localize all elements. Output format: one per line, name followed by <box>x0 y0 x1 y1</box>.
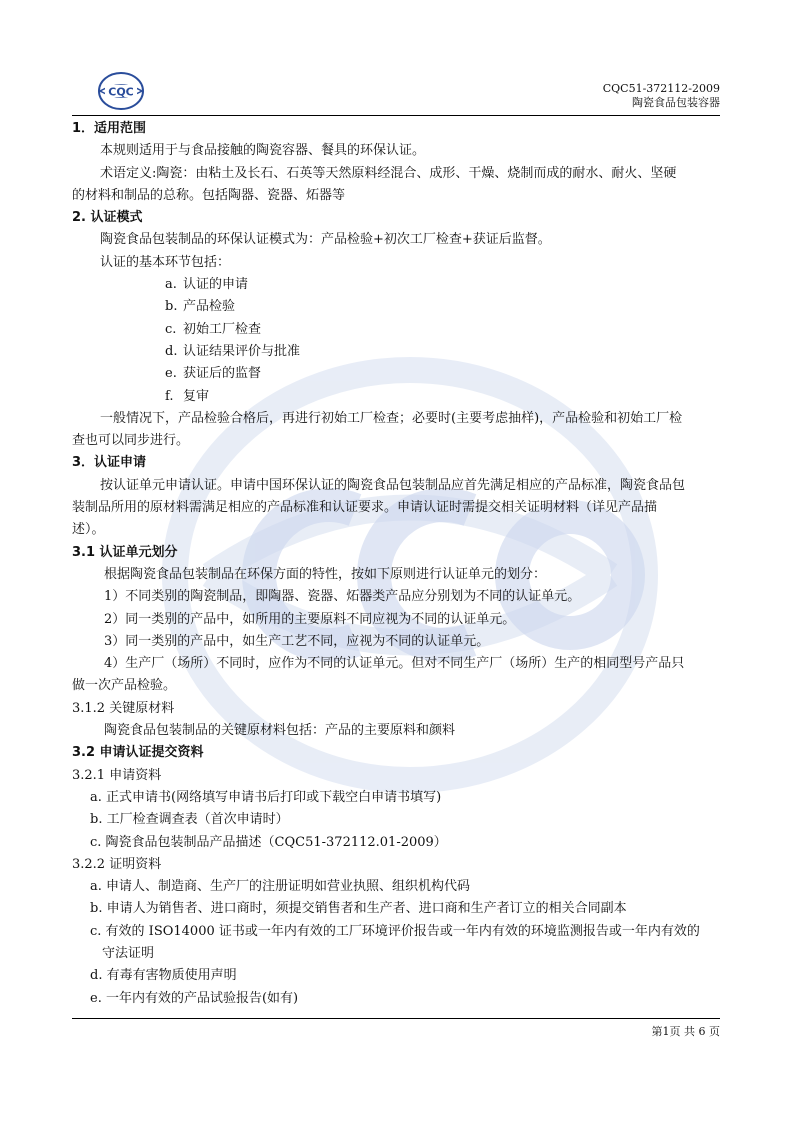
document-body <box>72 118 720 1010</box>
list-item: b. 产品检验 <box>165 299 236 315</box>
paragraph: 认证的基本环节包括： <box>100 254 231 270</box>
paragraph: 的材料和制品的总称。包括陶器、瓷器、炻器等 <box>72 187 346 203</box>
list-item: c. 有效的 ISO14000 证书或一年内有效的工厂环境评价报告或一年内有效的环境监测报告或一年内有效的 <box>90 923 700 939</box>
paragraph: 一般情况下，产品检验合格后，再进行初始工厂检查；必要时(主要考虑抽样)，产品检验和初始工厂检 <box>100 410 683 426</box>
paragraph: 做一次产品检验。 <box>72 678 177 694</box>
paragraph: 陶瓷食品包装制品的关键原材料包括：产品的主要原料和颜料 <box>104 723 456 739</box>
list-item: 2）同一类别的产品中，如所用的主要原料不同应视为不同的认证单元。 <box>104 611 516 627</box>
list-item: c. 陶瓷食品包装制品产品描述（CQC51-372112.01-2009） <box>90 834 447 850</box>
list-item: d. 有毒有害物质使用声明 <box>90 968 237 984</box>
paragraph: 术语定义:陶瓷：由粘土及长石、石英等天然原料经混合、成形、干燥、烧制而成的耐水、耐火、坚硬 <box>100 165 677 181</box>
list-item: b. 工厂检查调查表（首次申请时） <box>90 812 289 828</box>
section-3-2-heading: 3.2 申请认证提交资料 <box>72 745 204 761</box>
document-number: CQC51-372112-2009 <box>602 82 720 95</box>
page-footer <box>72 1018 720 1039</box>
document-code <box>603 82 720 110</box>
list-item: 4）生产厂（场所）不同时，应作为不同的认证单元。但对不同生产厂（场所）生产的相同型号产品只 <box>104 656 685 672</box>
paragraph: 查也可以同步进行。 <box>72 433 190 449</box>
section-3-2-1-heading: 3.2.1 申请资料 <box>72 767 162 783</box>
list-item: a. 申请人、制造商、生产厂的注册证明如营业执照、组织机构代码 <box>90 879 471 895</box>
list-item: a. 正式申请书(网络填写申请书后打印或下载空白申请书填写) <box>90 789 442 805</box>
paragraph: 陶瓷食品包装制品的环保认证模式为：产品检验+初次工厂检查+获证后监督。 <box>100 232 551 248</box>
list-item: 1）不同类别的陶瓷制品，即陶器、瓷器、炻器类产品应分别划为不同的认证单元。 <box>104 589 581 605</box>
list-item: b. 申请人为销售者、进口商时，须提交销售者和生产者、进口商和生产者订立的相关合同副本 <box>90 901 627 917</box>
page-header <box>72 68 720 116</box>
paragraph: 装制品所用的原材料需满足相应的产品标准和认证要求。申请认证时需提交相关证明材料（详见产品描 <box>72 500 658 516</box>
paragraph: 根据陶瓷食品包装制品在环保方面的特性，按如下原则进行认证单元的划分： <box>104 566 547 582</box>
list-item: c. 初始工厂检查 <box>165 321 262 337</box>
list-item: e. 一年内有效的产品试验报告(如有) <box>90 990 299 1006</box>
section-1-heading: 1．适用范围 <box>72 121 147 136</box>
list-item-continuation: 守法证明 <box>102 945 155 961</box>
list-item: d. 认证结果评价与批准 <box>165 343 301 359</box>
list-item: 3）同一类别的产品中，如生产工艺不同，应视为不同的认证单元。 <box>104 633 490 649</box>
section-2-heading: 2. 认证模式 <box>72 210 143 226</box>
paragraph: 述）。 <box>72 522 105 538</box>
paragraph: 本规则适用于与食品接触的陶瓷容器、餐具的环保认证。 <box>100 143 426 159</box>
list-item: f. 复审 <box>165 388 210 404</box>
list-item: a. 认证的申请 <box>165 277 249 293</box>
section-3-heading: 3．认证申请 <box>72 455 147 471</box>
section-3-1-heading: 3.1 认证单元划分 <box>72 544 178 560</box>
document-title: 陶瓷食品包装容器 <box>632 96 720 109</box>
section-3-2-2-heading: 3.2.2 证明资料 <box>72 856 162 872</box>
list-item: e. 获证后的监督 <box>165 366 262 382</box>
cqc-logo <box>97 71 145 111</box>
svg-text:CQC: CQC <box>108 85 134 99</box>
section-3-1-2-heading: 3.1.2 关键原材料 <box>72 700 175 716</box>
page-number: 第1页 共 6 页 <box>651 1025 720 1038</box>
paragraph: 按认证单元申请认证。申请中国环保认证的陶瓷食品包装制品应首先满足相应的产品标准，陶瓷食品包 <box>100 477 686 493</box>
